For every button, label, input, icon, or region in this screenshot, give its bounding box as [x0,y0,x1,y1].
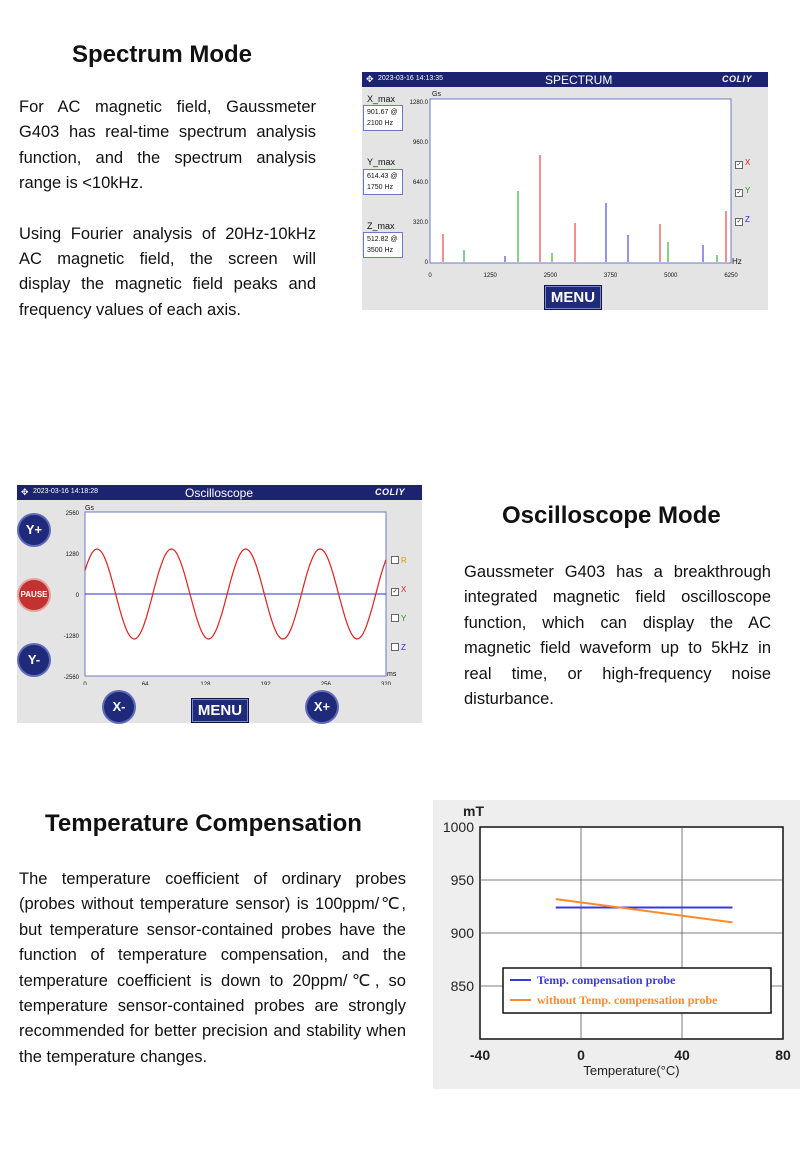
osc-check-z[interactable] [391,643,406,652]
spectrum-description [19,95,316,323]
datetime-icon: ✥ [366,74,374,84]
x-minus-button[interactable]: X- [104,692,134,722]
x-plus-button[interactable]: X+ [307,692,337,722]
spectrum-menu-button[interactable]: MENU [544,285,602,310]
y-minus-button[interactable]: Y- [19,645,49,675]
temp-y-tick-label: 1000 [442,819,474,835]
z-max-freq: 3500 Hz [367,247,394,254]
temp-x-tick-label: 80 [775,1047,791,1063]
check-x-label: X [745,158,751,167]
spectrum-y-tick-label: 320.0 [412,220,428,226]
osc-unit-x: ms [387,671,397,678]
checkbox-checked-icon: ✓ [736,162,742,168]
checkbox-checked-icon: ✓ [392,589,398,595]
osc-datetime: 2023-03-16 14:18:28 [33,488,98,495]
osc-title: Oscilloscope [185,486,254,500]
spectrum-paragraph-1: For AC magnetic field, Gaussmeter G403 has real-time spectrum analysis function, and the spectrum analysis range is <10kHz. [19,98,316,193]
z-max-label: Z_max [367,221,395,231]
spectrum-plot [362,72,768,310]
spectrum-y-ticks [410,100,429,266]
temp-y-axis-label: mT [463,803,484,819]
temp-y-tick-label: 900 [450,925,474,941]
datetime-icon: ✥ [21,487,29,497]
spectrum-x-tick-label: 0 [428,273,432,279]
oscilloscope-heading: Oscilloscope Mode [502,502,721,529]
osc-y-tick-label: -2560 [63,675,79,681]
temperature-description: The temperature coefficient of ordinary probes (probes without temperature sensor) is 100ppm/℃, but temperature sensor-contained probes have the function of temperature compensation, and the temperature coefficient is down to 20ppm/℃, so temperature sensor-contained probes are strongly recommended for better precision and stability when the temperature changes. [19,870,406,1066]
spectrum-x-tick-label: 3750 [603,273,618,279]
temp-x-tick-label: 0 [577,1047,585,1063]
osc-menu-button[interactable]: MENU [191,698,249,723]
check-z-label: Z [745,215,750,224]
y-plus-button[interactable]: Y+ [19,515,49,545]
oscilloscope-screen [17,485,422,723]
checkbox-unchecked-icon [391,643,399,651]
spectrum-x-tick-label: 5000 [664,273,678,279]
osc-x-tick-label: 192 [260,682,271,685]
check-x-label: X [401,585,407,594]
x-max-label: X_max [367,94,396,104]
spectrum-check-y[interactable] [735,186,750,197]
osc-y-tick-label: 2560 [65,511,79,517]
spectrum-y-tick-label: 1280.0 [409,100,428,106]
x-max-freq: 2100 Hz [367,120,394,127]
checkbox-unchecked-icon [391,556,399,564]
spectrum-x-tick-label: 1250 [483,273,497,279]
x-max-value: 901.67 @ [367,109,398,116]
spectrum-x-ticks [428,273,738,279]
spectrum-unit-x: Hz [732,257,742,266]
temperature-chart-panel [433,800,800,1089]
osc-x-tick-label: 320 [380,682,392,685]
spectrum-unit-y: Gs [432,91,441,98]
oscilloscope-description: Gaussmeter G403 has a breakthrough integrated magnetic field oscilloscope function, which can display the AC magnetic field waveform up to 5kHz in real time, or high-frequency noise disturbance. [464,563,771,709]
osc-x-ticks [83,682,391,685]
spectrum-title: SPECTRUM [545,73,613,87]
spectrum-y-tick-label: 0 [424,260,428,266]
z-max-value: 512.82 @ [367,236,398,243]
temperature-chart [433,800,800,1089]
osc-y-tick-label: 1280 [65,552,79,558]
spectrum-x-tick-label: 6250 [724,273,738,279]
spectrum-x-tick-label: 2500 [543,273,558,279]
osc-x-tick-label: 256 [320,682,331,685]
osc-brand-logo: COLIY [375,487,406,497]
osc-y-tick-label: -1280 [63,634,79,640]
spectrum-check-x[interactable] [735,158,750,169]
temperature-heading: Temperature Compensation [45,810,362,837]
osc-x-tick-label: 128 [200,682,211,685]
pause-button[interactable]: PAUSE [19,580,49,610]
temp-x-tick-label: 40 [674,1047,690,1063]
spectrum-y-tick-label: 960.0 [412,140,428,146]
temp-legend-label-0: Temp. compensation probe [537,973,676,987]
y-max-value: 614.43 @ [367,173,398,180]
osc-y-ticks [64,511,80,681]
temp-x-tick-label: -40 [469,1047,491,1063]
checkbox-checked-icon: ✓ [736,190,742,196]
osc-check-r[interactable] [391,556,407,565]
spectrum-y-tick-label: 640.0 [412,180,428,186]
spectrum-brand-logo: COLIY [722,74,753,84]
osc-y-tick-label: 0 [75,593,79,599]
osc-check-y[interactable] [391,614,406,623]
osc-unit-y: Gs [85,505,94,512]
spectrum-check-z[interactable] [735,215,750,226]
checkbox-checked-icon: ✓ [736,219,742,225]
check-y-label: Y [401,614,407,623]
spectrum-paragraph-2: Using Fourier analysis of 20Hz-10kHz AC magnetic field, the screen will display the magnetic field peaks and frequency values of each axis. [19,224,316,319]
temp-x-axis-label: Temperature(°C) [583,1063,680,1078]
check-y-label: Y [745,186,751,195]
check-r-label: R [401,556,407,565]
temp-y-tick-label: 850 [450,978,474,994]
check-z-label: Z [401,643,406,652]
y-max-label: Y_max [367,157,396,167]
temp-y-tick-label: 950 [450,872,474,888]
osc-plot [17,485,422,685]
osc-x-tick-label: 64 [141,682,149,685]
osc-check-x[interactable] [391,585,406,596]
spectrum-plot-area [430,99,731,263]
y-max-freq: 1750 Hz [367,184,394,191]
spectrum-screen [362,72,768,310]
spectrum-datetime: 2023-03-16 14:13:35 [378,75,443,82]
spectrum-heading: Spectrum Mode [72,41,253,68]
checkbox-unchecked-icon [391,614,399,622]
temp-legend-label-1: without Temp. compensation probe [537,993,718,1007]
osc-x-tick-label: 0 [83,682,87,685]
